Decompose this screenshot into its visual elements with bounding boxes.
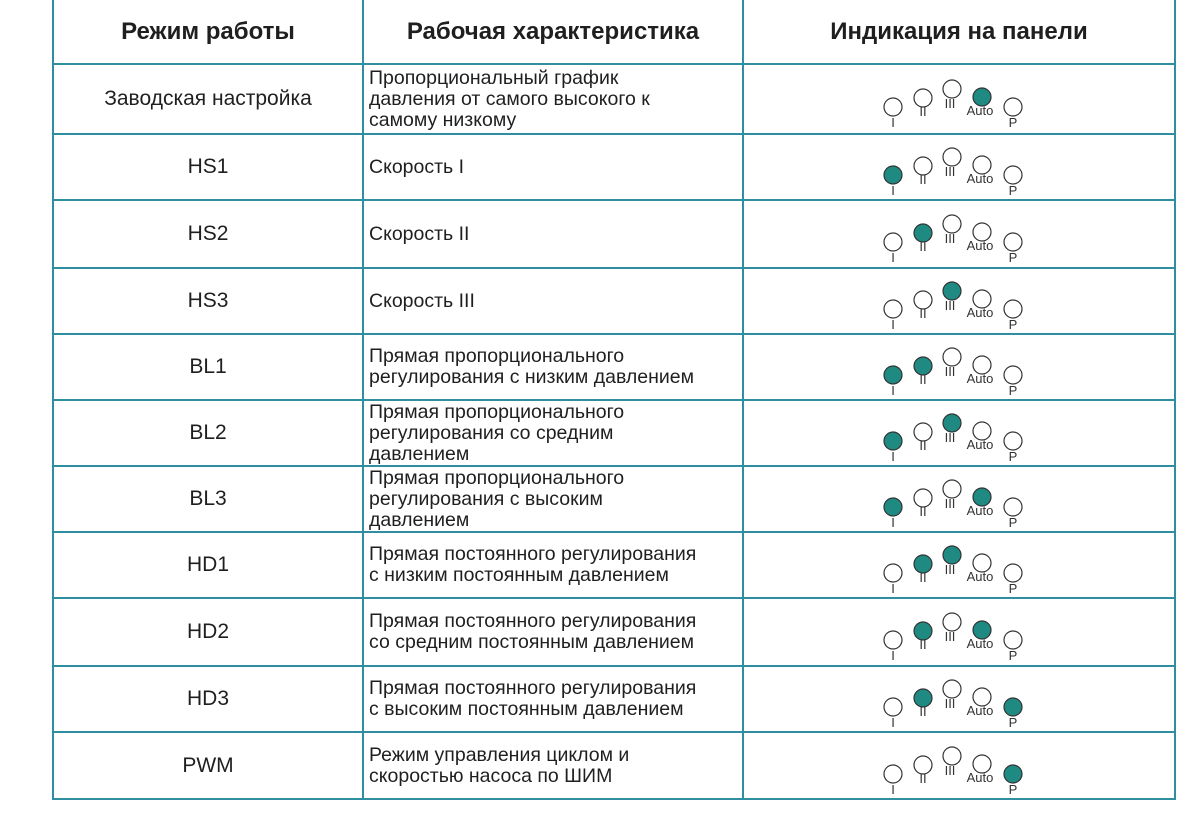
led-label: I [891,515,895,530]
indicator-lights [878,207,1038,277]
led-5-off [1004,432,1022,450]
led-5-off [1004,166,1022,184]
row-mode: HD3 [186,687,229,710]
led-5-off [1004,98,1022,116]
led-label: P [1008,648,1018,663]
characteristic-line: Прямая постоянного регулирования [369,543,697,565]
row-characteristic [53,200,743,268]
row-mode: HS2 [187,222,229,245]
indicator-lights [878,672,1038,742]
row-mode: HS3 [187,289,229,312]
led-label: II [919,570,927,585]
characteristic-line: Прямая пропорционального [369,345,625,367]
led-5-off [1004,498,1022,516]
led-label: III [944,763,956,778]
row-mode: HD2 [186,620,229,643]
led-label: II [919,372,927,387]
row-mode: BL2 [189,421,227,444]
characteristic-line: самому низкому [369,108,517,131]
led-label: I [891,115,895,130]
led-label: II [919,239,927,254]
characteristic-line: Прямая постоянного регулирования [369,610,697,632]
header-mode: Режим работы [121,18,295,45]
panel-indication [878,72,1038,142]
led-label: III [944,562,956,577]
row-characteristic [53,64,743,134]
indicator-lights [878,72,1038,142]
row-characteristic [53,666,743,732]
led-1-off [884,564,902,582]
led-5-off [1004,233,1022,251]
characteristic-line: давления от самого высокого к [369,87,650,110]
led-1-off [884,233,902,251]
row-characteristic [53,268,743,334]
led-label: Auto [966,569,994,584]
row-mode: HS1 [187,155,229,178]
characteristic-line: Скорость I [369,155,465,178]
characteristic-line: скоростью насоса по ШИМ [369,765,613,787]
row-characteristic [53,334,743,400]
led-label: I [891,317,895,332]
led-5-off [1004,366,1022,384]
characteristic-line: Прямая постоянного регулирования [369,677,697,699]
led-label: III [944,298,956,313]
led-label: P [1008,250,1018,265]
row-characteristic [53,532,743,598]
led-label: I [891,383,895,398]
led-label: III [944,96,956,111]
panel-indication [878,538,1038,608]
led-label: P [1008,515,1018,530]
indicator-lights [878,274,1038,344]
panel-indication [878,472,1038,542]
led-label: Auto [966,503,994,518]
indicator-lights [878,605,1038,675]
characteristic-line: со средним постоянным давлением [369,631,695,653]
led-5-off [1004,300,1022,318]
led-label: I [891,715,895,730]
row-mode: BL3 [189,487,227,510]
led-label: II [919,172,927,187]
characteristic-line: давлением [369,442,470,465]
led-label: Auto [966,770,994,785]
row-mode: HD1 [186,553,229,576]
row-mode: PWM [182,754,234,777]
led-5-lit [1004,765,1022,783]
led-label: III [944,696,956,711]
characteristic-line: с низким постоянным давлением [369,564,669,586]
led-label: P [1008,449,1018,464]
led-label: III [944,430,956,445]
led-label: II [919,438,927,453]
row-characteristic [53,598,743,666]
led-label: III [944,496,956,511]
characteristic-line: Скорость III [369,289,475,312]
led-label: II [919,637,927,652]
led-label: Auto [966,437,994,452]
row-mode: BL1 [189,355,227,378]
led-label: P [1008,715,1018,730]
led-1-off [884,765,902,783]
indicator-lights [878,538,1038,608]
led-5-off [1004,631,1022,649]
led-label: P [1008,183,1018,198]
row-characteristic [53,400,743,466]
led-label: III [944,629,956,644]
led-5-off [1004,564,1022,582]
led-label: P [1008,383,1018,398]
characteristic-line: Пропорциональный график [369,66,619,89]
led-1-lit [884,432,902,450]
led-label: P [1008,317,1018,332]
led-label: I [891,250,895,265]
led-1-off [884,698,902,716]
indicator-lights [878,340,1038,410]
row-characteristic [53,134,743,200]
panel-indication [878,274,1038,344]
led-label: II [919,306,927,321]
led-label: II [919,504,927,519]
characteristic-line: давлением [369,508,470,531]
panel-indication [878,672,1038,742]
led-label: I [891,782,895,797]
led-1-lit [884,166,902,184]
characteristic-line: Скорость II [369,222,470,245]
row-characteristic [53,466,743,532]
led-label: P [1008,115,1018,130]
row-characteristic [53,732,743,800]
indicator-lights [878,406,1038,476]
led-label: III [944,364,956,379]
characteristic-line: регулирования с высоким [369,487,603,510]
led-label: Auto [966,703,994,718]
led-label: II [919,704,927,719]
indicator-lights [878,140,1038,210]
led-label: Auto [966,371,994,386]
characteristic-line: регулирования с низким давлением [369,366,694,388]
panel-indication [878,140,1038,210]
panel-indication [878,739,1038,809]
led-label: P [1008,581,1018,596]
led-label: Auto [966,238,994,253]
characteristic-line: регулирования со средним [369,421,614,444]
panel-indication [878,406,1038,476]
panel-indication [878,605,1038,675]
characteristic-line: с высоким постоянным давлением [369,698,684,720]
indicator-lights [878,739,1038,809]
led-label: Auto [966,305,994,320]
characteristic-line: Прямая пропорционального [369,466,625,489]
led-label: Auto [966,636,994,651]
led-label: III [944,231,956,246]
led-label: I [891,581,895,596]
led-label: Auto [966,171,994,186]
column-divider [1174,0,1176,800]
panel-indication [878,207,1038,277]
led-label: II [919,771,927,786]
characteristic-line: Режим управления циклом и [369,744,630,766]
led-1-lit [884,498,902,516]
characteristic-line: Прямая пропорционального [369,400,625,423]
led-1-off [884,631,902,649]
led-label: III [944,164,956,179]
led-label: P [1008,782,1018,797]
led-1-off [884,98,902,116]
led-label: I [891,183,895,198]
led-label: II [919,104,927,119]
header-indication: Индикация на панели [830,18,1088,45]
led-label: Auto [966,103,994,118]
row-mode: Заводская настройка [104,87,312,110]
panel-indication [878,340,1038,410]
header-characteristic: Рабочая характеристика [406,18,700,45]
led-label: I [891,648,895,663]
led-label: I [891,449,895,464]
indicator-lights [878,472,1038,542]
led-5-lit [1004,698,1022,716]
led-1-lit [884,366,902,384]
led-1-off [884,300,902,318]
